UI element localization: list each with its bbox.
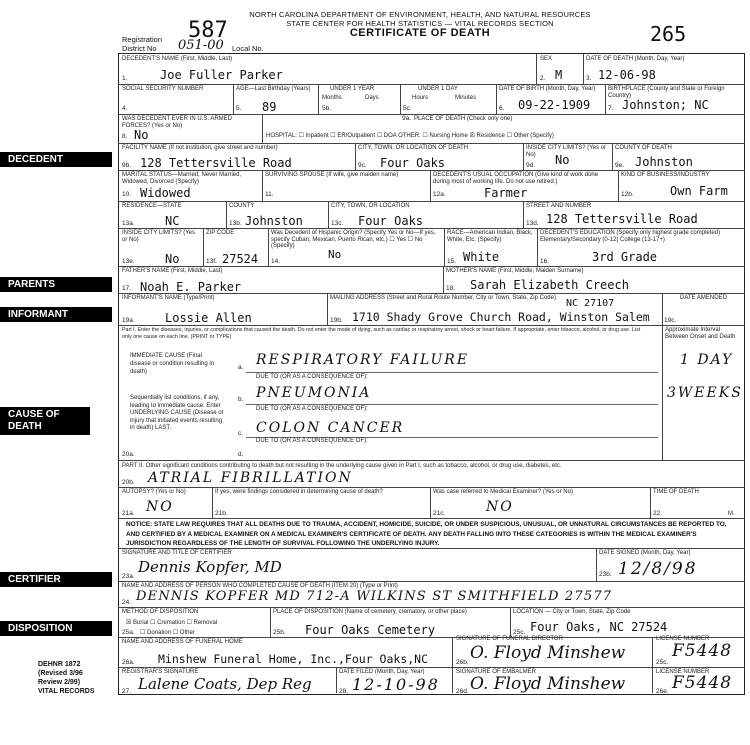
value-inside-limits-residence: No [165, 252, 180, 266]
label-license-director: LICENSE NUMBER [656, 636, 710, 642]
value-place-disposition: Four Oaks Cemetery [305, 623, 436, 637]
value-interval-a: 1 DAY [680, 352, 734, 368]
form-id: DEHNR 1872 [38, 661, 81, 668]
label-under-one-year: UNDER 1 YEAR [330, 86, 375, 92]
value-cause-b: PNEUMONIA [256, 385, 372, 401]
label-ssn: SOCIAL SECURITY NUMBER [122, 86, 204, 92]
label-part1-instructions: Part I. Enter the diseases, injuries, or complications that caused the death. Do not enter the mode of dying, such as cardiac or respiratory arrest, shock or heart failure. If appropriate, enter tobacco, alcohol, or drug use. List only one cause on each line. (PRINT or TYPE) [122, 327, 641, 340]
label-certifier-address: NAME AND ADDRESS OF PERSON WHO COMPLETED CAUSE OF DEATH (ITEM 20) (Type or Print) [122, 583, 398, 589]
value-sex: M [555, 68, 563, 82]
value-education: 3rd Grade [592, 250, 658, 264]
value-age: 89 [262, 100, 277, 114]
label-date-of-birth: DATE OF BIRTH (Month, Day, Year) [499, 86, 596, 92]
label-time-of-death: TIME OF DEATH [653, 489, 699, 495]
certificate-number-right: 265 [650, 22, 687, 46]
section-informant: INFORMANT [0, 307, 112, 322]
section-cause-of-death: CAUSE OF DEATH [0, 407, 90, 435]
label-zip: ZIP CODE [206, 230, 235, 236]
label-inside-limits-residence: INSIDE CITY LIMITS? (Yes or No) [122, 230, 196, 243]
label-part2: PART II. Other significant conditions contributing to death but not resulting in the underlying cause given in Part I, such as tobacco, alcohol, or drug use, diabetes, etc. [122, 463, 562, 469]
label-immediate-cause: IMMEDIATE CAUSE (Final disease or condition resulting in death) [130, 353, 215, 375]
label-street: STREET AND NUMBER [526, 203, 592, 209]
value-mailing-zip: NC 27107 [566, 298, 615, 309]
label-date-amended: DATE AMENDED [680, 295, 727, 301]
label-business: KIND OF BUSINESS/INDUSTRY [621, 172, 710, 178]
value-decedent-name: Joe Fuller Parker [160, 68, 283, 82]
value-funeral-home: Minshew Funeral Home, Inc.,Four Oaks,NC [158, 652, 429, 666]
label-informant: INFORMANT'S NAME (Type/Print) [122, 295, 215, 301]
label-occupation: DECEDENT'S USUAL OCCUPATION (Give kind of work done during most of working life. Do not use retired.) [433, 172, 599, 185]
label-father: FATHER'S NAME (First, Middle, Last) [122, 268, 223, 274]
value-occupation: Farmer [484, 186, 528, 200]
value-registrar-signature: Lalene Coats, Dep Reg [138, 675, 312, 693]
value-cause-c: COLON CANCER [256, 420, 405, 436]
label-registrar-signature: REGISTRAR'S SIGNATURE [122, 669, 199, 675]
label-autopsy: AUTOPSY? (Yes or No) [122, 489, 186, 495]
value-zip: 27524 [222, 252, 259, 266]
label-county-of-death: COUNTY OF DEATH [615, 145, 672, 151]
registration-district-label: Registration District No [122, 35, 163, 53]
value-certifier-signature: Dennis Kopfer, MD [138, 558, 282, 576]
label-mailing-address: MAILING ADDRESS (Street and Rural Route Number, City or Town, State, Zip Code) [330, 295, 556, 301]
label-hospital-options: HOSPITAL: ☐ Inpatient ☐ ER/Outpatient ☐ DOA OTHER: ☐ Nursing Home ☒ Residence ☐ Other (Specify) [266, 133, 554, 139]
label-city-of-death: CITY, TOWN, OR LOCATION OF DEATH [358, 145, 469, 151]
value-marital-status: Widowed [140, 186, 191, 200]
label-hispanic: Was Decedent of Hispanic Origin? (Specify Yes or No—If yes, specify Cuban, Mexican, Puerto Rican, etc.) ☐ Yes ☐ No (Specify) [271, 230, 436, 249]
value-director-signature: O. Floyd Minshew [470, 643, 626, 663]
label-license-embalmer: LICENSE NUMBER [656, 669, 710, 675]
label-mother: MOTHER'S NAME (First, Middle, Maiden Surname) [446, 268, 584, 274]
value-street: 128 Tettersville Road [546, 212, 698, 226]
value-residence-state: NC [165, 214, 180, 228]
value-autopsy: NO [146, 499, 174, 515]
label-birthplace: BIRTHPLACE (County and State or Foreign Country) [608, 86, 725, 99]
label-funeral-home: NAME AND ADDRESS OF FUNERAL HOME [122, 639, 243, 645]
section-decedent: DECEDENT [0, 152, 112, 167]
value-me-referred: NO [486, 499, 514, 515]
value-date-signed: 12/8/98 [618, 559, 698, 579]
label-location: LOCATION — City or Town, State, Zip Code [513, 609, 631, 615]
header-center: STATE CENTER FOR HEALTH STATISTICS — VITAL RECORDS SECTION [286, 19, 554, 28]
section-disposition: DISPOSITION [0, 621, 112, 636]
label-race: RACE—American Indian, Black, White, Etc. (Specify) [447, 230, 533, 243]
label-armed-forces: WAS DECEDENT EVER IN U.S. ARMED FORCES? (Yes or No) [122, 116, 233, 129]
medical-examiner-notice: NOTICE: STATE LAW REQUIRES THAT ALL DEATHS DUE TO TRAUMA, ACCIDENT, HOMICIDE, SUICIDE, OR UNDER SUSPICIOUS, UNUSUAL, OR UNNATURAL CIRCUMSTANCES BE REPORTED TO, AND CERTIFIED BY A MEDICAL EXAMINER ON A MEDICAL EXAMINER'S CERTIFICATE OF DEATH. ANY DEATH FALLING INTO THESE CATEGORIES IS WITHIN THE MEDICAL EXAMINER'S JURISDICTION REGARDLESS OF THE LENGTH OF SURVIVAL FOLLOWING THE UNDERLYING INJURY. [126, 521, 727, 547]
value-inside-limits: No [555, 153, 570, 167]
label-embalmer-signature: SIGNATURE OF EMBALMER [456, 669, 536, 675]
label-county: COUNTY [229, 203, 255, 209]
value-birthplace: Johnston; NC [622, 98, 709, 112]
label-place-disposition: PLACE OF DISPOSITION (Name of cemetery, crematory, or other place) [273, 609, 467, 615]
label-director-signature: SIGNATURE OF FUNERAL DIRECTOR [456, 636, 563, 642]
value-certifier-address: DENNIS KOPFER MD 712-A WILKINS ST SMITHFIELD 27577 [136, 589, 613, 604]
label-sex: SEX [540, 56, 553, 62]
value-county-of-death: Johnston [635, 155, 693, 169]
label-signature-certifier: SIGNATURE AND TITLE OF CERTIFIER [122, 550, 232, 556]
label-interval: Approximate Interval Between Onset and Death [665, 327, 736, 340]
value-city-residence: Four Oaks [358, 214, 424, 228]
label-city-residence: CITY, TOWN, OR LOCATION [331, 203, 410, 209]
label-education: DECEDENT'S EDUCATION (Specify only highest grade completed) Elementary/Secondary (0-12) College (13-17+) [540, 230, 721, 243]
label-spouse: SURVIVING SPOUSE (If wife, give maiden name) [265, 172, 399, 178]
label-me-referred: Was case referred to Medical Examiner? (Yes or No) [433, 489, 573, 495]
label-marital-status: MARITAL STATUS—Married, Never Married, Widowed, Divorced (Specify) [122, 172, 242, 185]
value-date-filed: 12-10-98 [352, 675, 440, 694]
label-method-disposition: METHOD OF DISPOSITION [122, 609, 199, 615]
value-mailing-address: 1710 Shady Grove Church Road, Winston Salem [352, 310, 650, 324]
value-city-of-death: Four Oaks [380, 156, 446, 170]
header-dept: NORTH CAROLINA DEPARTMENT OF ENVIRONMENT, HEALTH, AND NATURAL RESOURCES [249, 10, 591, 19]
value-hispanic: No [328, 248, 342, 261]
label-residence-state: RESIDENCE—STATE [122, 203, 182, 209]
value-cause-a: RESPIRATORY FAILURE [256, 352, 470, 368]
label-sequential-conditions: Sequentially list conditions, if any, leading to immediate cause. Enter UNDERLYING CAUSE (Disease or injury that initiated events resulting in death) LAST. [130, 395, 224, 431]
label-under-one-day: UNDER 1 DAY [418, 86, 458, 92]
value-county: Johnston [245, 214, 303, 228]
value-father: Noah E. Parker [140, 280, 242, 294]
certificate-title: CERTIFICATE OF DEATH [349, 27, 491, 39]
value-method-options: ☒ Burial ☐ Cremation ☐ Removal [126, 620, 218, 626]
label-age: AGE—Last Birthday (Years) [236, 86, 311, 92]
label-inside-limits: INSIDE CITY LIMITS? (Yes or No) [526, 145, 607, 158]
label-date-filed: DATE FILED (Month, Day, Year) [339, 669, 425, 675]
label-date-of-death: DATE OF DEATH (Month, Day, Year) [586, 56, 685, 62]
registration-district-value: 051-00 [178, 38, 224, 53]
value-mother: Sarah Elizabeth Creech [470, 278, 629, 292]
local-number-label: Local No. [232, 44, 264, 53]
label-place-of-death: PLACE OF DEATH (Check only one) [414, 116, 513, 122]
value-part2: ATRIAL FIBRILLATION [148, 470, 353, 486]
label-name: DECEDENT'S NAME (First, Middle, Last) [122, 56, 233, 62]
value-business: Own Farm [670, 184, 728, 198]
value-date-of-death: 12-06-98 [598, 68, 656, 82]
value-location: Four Oaks, NC 27524 [530, 620, 668, 634]
value-informant: Lossie Allen [165, 311, 252, 325]
certificate-number-left: 587 [188, 18, 228, 43]
value-embalmer-signature: O. Floyd Minshew [470, 674, 626, 694]
value-interval-b: 3WEEKS [667, 385, 743, 401]
label-findings: If yes, were findings considered in determining cause of death? [215, 489, 383, 495]
label-date-signed: DATE SIGNED (Month, Day, Year) [599, 550, 691, 556]
value-armed-forces: No [134, 128, 149, 142]
label-facility: FACILITY NAME (If not institution, give street and number) [122, 145, 278, 151]
value-date-of-birth: 09-22-1909 [518, 98, 591, 112]
section-certifier: CERTIFIER [0, 572, 112, 587]
value-license-director: F5448 [672, 641, 733, 661]
value-race: White [463, 250, 500, 264]
value-facility: 128 Tettersville Road [140, 156, 292, 170]
section-parents: PARENTS [0, 277, 112, 292]
value-license-embalmer: F5448 [672, 673, 733, 693]
